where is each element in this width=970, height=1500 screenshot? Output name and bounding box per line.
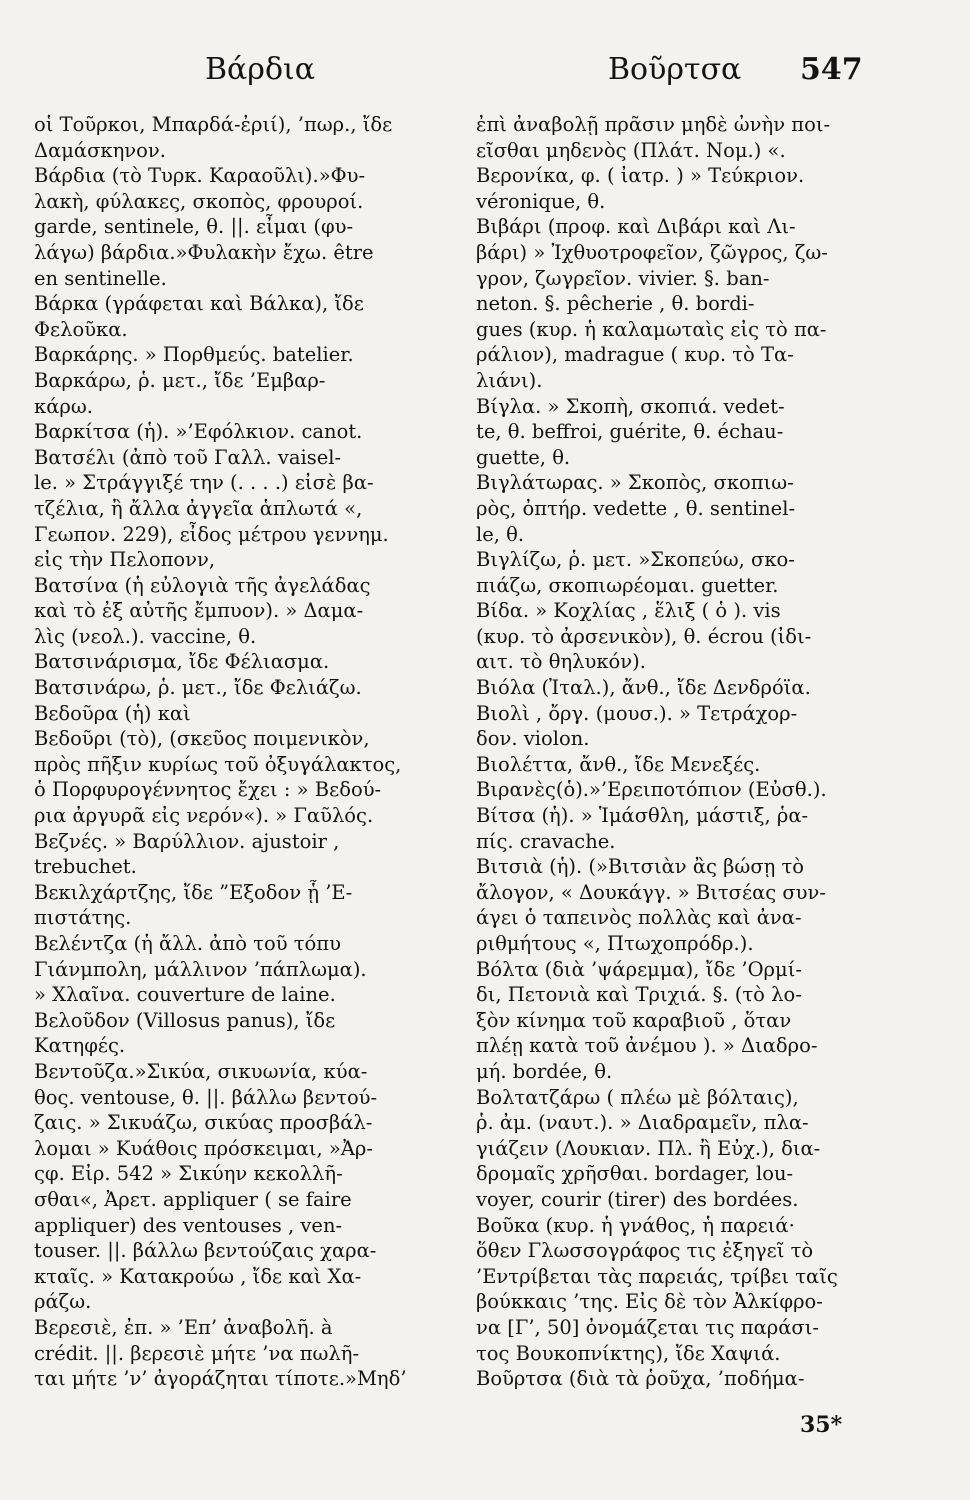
running-header: [0, 52, 970, 102]
text-line: ρια ἀργυρᾶ εἰς νερόν«). » Γαῦλός.: [34, 804, 374, 828]
text-line: ςφ. Εἰρ. 542 » Σικύην κεκολλῆ-: [34, 1162, 343, 1186]
text-line: Βάρδια (τὸ Τυρκ. Καραοῦλι).»Φυ-: [34, 164, 366, 188]
text-line: πιάζω, σκοπιωρέομαι. guetter.: [476, 573, 779, 597]
header-first-entry: Βάρδια: [205, 52, 316, 87]
text-line: Βοῦκα (κυρ. ἡ γνάθος, ἡ παρειά·: [476, 1213, 795, 1237]
text-line: Βεδοῦρι (τὸ), (σκεῦος ποιμενικὸν,: [34, 727, 370, 751]
text-line: ράζω.: [34, 1290, 92, 1314]
text-line: Βελέντζα (ἡ ἄλλ. ἀπὸ τοῦ τόπυ: [34, 932, 341, 955]
text-line: Βατσινάρισμα, ἴδε Φέλιασμα.: [34, 650, 330, 674]
text-line: touser. ||. βάλλω βεντούζαις χαρα-: [34, 1239, 377, 1263]
text-line: Βίγλα. » Σκοπὴ, σκοπιά. vedet-: [476, 394, 785, 418]
text-line: λὶς (νεολ.). vaccine, θ.: [34, 624, 257, 648]
text-line: κταῖς. » Κατακρούω , ἴδε καὶ Χα-: [34, 1264, 362, 1288]
text-line: ράλιον), madrague ( κυρ. τὸ Τα-: [476, 343, 794, 367]
text-line: άγει ὁ ταπεινὸς πολλὰς καὶ ἀνα-: [476, 906, 802, 930]
text-line: αιτ. τὸ θηλυκόν).: [476, 650, 646, 674]
text-line: Βατσινάρω, ῥ. μετ., ἴδε Φελιάζω.: [34, 676, 362, 700]
text-line: Βόλτα (διὰ ’ψάρεμμα), ἴδε ’Ορμί-: [476, 957, 802, 981]
text-line: Βιολέττα, ἄνθ., ἴδε Μενεξές.: [476, 752, 761, 776]
text-line: δρομαῖς χρῆσθαι. bordager, lou-: [476, 1162, 794, 1186]
text-line: Βατσέλι (ἀπὸ τοῦ Γαλλ. vaisel-: [34, 445, 342, 469]
text-line: Βίτσα (ἡ). » Ἱμάσθλη, μάστιξ, ῥα-: [476, 804, 809, 828]
text-line: le. » Στράγγιξέ την (. . . .) εἰσὲ βα-: [34, 471, 374, 495]
text-line: Βελοῦδον (Villosus panus), ἴδε: [34, 1008, 336, 1032]
text-line: εἰς τὴν Πελοπονν,: [34, 548, 216, 572]
text-line: Βιολὶ , ὄργ. (μουσ.). » Τετράχορ-: [476, 701, 798, 725]
text-line: ζαις. » Σικυάζω, σικύας προσβάλ-: [34, 1111, 373, 1135]
text-line: πιστάτης.: [34, 906, 132, 930]
text-line: ὁ Πορφυρογέννητος ἔχει : » Βεδού-: [34, 778, 382, 802]
text-line: να [Γ’, 50] ὀνομάζεται τις παράσι-: [476, 1315, 819, 1339]
text-line: Βαρκάρης. » Πορθμεύς. batelier.: [34, 343, 354, 367]
text-line: Βερεσιὲ, ἐπ. » ’Επ’ ἀναβολῆ. à: [34, 1315, 333, 1339]
text-line: Βαρκάρω, ῥ. μετ., ἴδε ’Εμβαρ-: [34, 368, 326, 392]
text-line: Δαμάσκηνον.: [34, 138, 166, 162]
text-line: λομαι » Κυάθοις πρόσκειμαι, »Ἀρ-: [34, 1136, 373, 1160]
text-line: κάρω.: [34, 394, 93, 418]
text-line: véronique, θ.: [476, 189, 606, 213]
signature-mark: 35*: [800, 1412, 843, 1438]
text-line: Βιόλα (Ἰταλ.), ἄνθ., ἴδε Δενδρόϊα.: [476, 676, 811, 700]
text-line: Βεντοῦζα.»Σικύα, σικυωνία, κύα-: [34, 1059, 368, 1083]
text-line: » Χλαῖνα. couverture de laine.: [34, 983, 336, 1007]
text-line: Φελοῦκα.: [34, 317, 128, 341]
text-line: Βίδα. » Κοχλίας , ἕλιξ ( ὁ ). vis: [476, 599, 781, 623]
text-line: Βιγλίζω, ῥ. μετ. »Σκοπεύω, σκο-: [476, 548, 795, 572]
text-line: Βεκιλχάρτζης, ἴδε ”Εξοδον ᾗ ’Ε-: [34, 880, 353, 904]
text-line: βούκκαις ’της. Εἰς δὲ τὸν Ἀλκίφρο-: [476, 1290, 823, 1314]
text-line: πρὸς πῆξιν κυρίως τοῦ ὀξυγάλακτος,: [34, 752, 402, 776]
text-line: gues (κυρ. ἡ καλαμωταὶς εἰς τὸ πα-: [476, 317, 827, 341]
text-line: Βοῦρτσα (διὰ τὰ ῥοῦχα, ’ποδήμα-: [476, 1367, 805, 1391]
text-line: ξὸν κίνημα τοῦ καραβιοῦ , ὅταν: [476, 1008, 792, 1032]
text-line: καὶ τὸ ἐξ αὐτῆς ἔμπυον). » Δαμα-: [34, 599, 364, 623]
text-line: ται μήτε ’ν’ ἀγοράζηται τίποτε.»Μηδ’: [34, 1367, 407, 1391]
text-line: τος Βουκοπνίκτης), ἴδε Χαψιά.: [476, 1341, 781, 1365]
text-line: Βολτατζάρω ( πλέω μὲ βόλταις),: [476, 1085, 799, 1109]
text-line: Γιάνμπολη, μάλλινον ’πάπλωμα).: [34, 957, 367, 981]
text-line: Βεδοῦρα (ἡ) καὶ: [34, 701, 191, 725]
text-line: πλέῃ κατὰ τοῦ ἀνέμου ). » Διαδρο-: [476, 1034, 818, 1058]
text-line: ῥ. ἀμ. (ναυτ.). » Διαδραμεῖν, πλα-: [476, 1111, 809, 1135]
text-line: neton. §. pêcherie , θ. bordi-: [476, 292, 755, 316]
text-line: Κατηφές.: [34, 1034, 126, 1058]
text-line: crédit. ||. βερεσιὲ μήτε ’να πωλῆ-: [34, 1341, 360, 1365]
text-line: (κυρ. τὸ ἀρσενικὸν), θ. écrou (ἰδι-: [476, 624, 812, 648]
text-line: μή. bordée, θ.: [476, 1059, 613, 1083]
text-line: τζέλια, ἢ ἄλλα ἀγγεῖα ἁπλωτά «,: [34, 496, 363, 520]
text-line: en sentinelle.: [34, 266, 167, 290]
text-line: ρὸς, ὀπτήρ. vedette , θ. sentinel-: [476, 496, 796, 520]
text-line: λακὴ, φύλακες, σκοπὸς, φρουροί.: [34, 189, 364, 213]
right-column: [476, 112, 884, 1392]
text-line: βάρι) » Ἰχθυοτροφεῖον, ζῶγρος, ζω-: [476, 240, 828, 264]
text-line: Βερονίκα, φ. ( ἰατρ. ) » Τεύκριον.: [476, 164, 805, 188]
text-line: γιάζειν (Λουκιαν. Πλ. ἢ Εὐχ.), δια-: [476, 1136, 821, 1160]
text-line: Βιτσιὰ (ἡ). (»Βιτσιὰν ἂς βώσῃ τὸ: [476, 855, 805, 879]
text-line: Βιγλάτωρας. » Σκοπὸς, σκοπιω-: [476, 471, 794, 495]
text-line: Βιβάρι (προφ. καὶ Διβάρι καὶ Λι-: [476, 215, 796, 239]
text-line: δον. violon.: [476, 727, 590, 751]
page-number: 547: [800, 52, 863, 87]
text-line: Βάρκα (γράφεται καὶ Βάλκα), ἴδε: [34, 292, 364, 316]
left-column: [34, 112, 442, 1392]
text-line: εῖσθαι μηδενὸς (Πλάτ. Νομ.) «.: [476, 138, 786, 162]
text-line: οἱ Τοῦρκοι, Μπαρδά-ἐριί), ’πωρ., ἴδε: [34, 113, 393, 136]
header-last-entry: Βοῦρτσα: [608, 52, 742, 87]
text-line: ἐπὶ ἀναβολῇ πρᾶσιν μηδὲ ὠνὴν ποι-: [476, 113, 831, 136]
text-line: ’Εντρίβεται τὰς παρειάς, τρίβει ταῖς: [476, 1264, 838, 1288]
text-line: voyer, courir (tirer) des bordées.: [476, 1187, 799, 1211]
text-line: guette, θ.: [476, 445, 571, 469]
text-line: ριθμήτους «, Πτωχοπρόδρ.).: [476, 932, 754, 955]
text-line: te, θ. beffroi, guérite, θ. échau-: [476, 420, 784, 444]
text-line: Γεωπον. 229), εἶδος μέτρου γεννημ.: [34, 522, 389, 546]
text-line: le, θ.: [476, 522, 525, 546]
text-line: Βατσίνα (ἡ εὐλογιὰ τῆς ἀγελάδας: [34, 573, 371, 597]
text-line: Βιρανὲς(ὁ).»’Ερειποτόπιον (Εὐσθ.).: [476, 778, 827, 802]
text-line: λιάνι).: [476, 368, 543, 392]
text-line: θος. ventouse, θ. ||. βάλλω βεντού-: [34, 1085, 378, 1109]
text-line: ὅθεν Γλωσσογράφος τις ἐξηγεῖ τὸ: [476, 1239, 814, 1263]
text-line: γρον, ζωγρεῖον. vivier. §. ban-: [476, 266, 770, 290]
text-line: trebuchet.: [34, 855, 137, 879]
text-line: πίς. cravache.: [476, 829, 616, 853]
text-line: garde, sentinele, θ. ||. εἶμαι (φυ-: [34, 215, 354, 239]
text-line: σθαι«, Ἀρετ. appliquer ( se faire: [34, 1187, 352, 1211]
text-line: appliquer) des ventouses , ven-: [34, 1213, 343, 1237]
text-line: δι, Πετονιὰ καὶ Τριχιά. §. (τὸ λο-: [476, 983, 802, 1007]
text-line: ἄλογον, « Δουκάγγ. » Βιτσέας συν-: [476, 880, 826, 904]
text-line: λάγω) βάρδια.»Φυλακὴν ἔχω. être: [34, 240, 374, 264]
text-line: Βαρκίτσα (ἡ). »’Εφόλκιον. canot.: [34, 420, 363, 444]
text-line: Βεζνές. » Βαρύλλιον. ajustoir ,: [34, 829, 340, 853]
